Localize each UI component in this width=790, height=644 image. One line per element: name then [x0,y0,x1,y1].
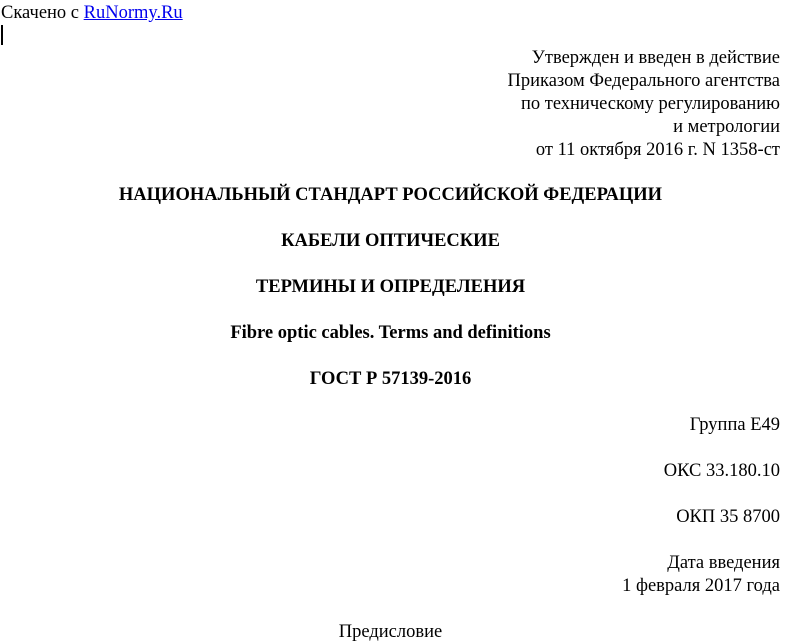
approval-line: от 11 октября 2016 г. N 1358-ст [535,140,780,160]
approval-line: и метрологии [673,117,780,137]
introduction-date: 1 февраля 2017 года [622,576,780,596]
standard-heading: НАЦИОНАЛЬНЫЙ СТАНДАРТ РОССИЙСКОЙ ФЕДЕРАЦИИ [118,185,663,205]
approval-line: Приказом Федерального агентства [507,71,780,91]
okp-code: ОКП 35 8700 [676,507,780,527]
approval-block [508,47,781,162]
standard-title: КАБЕЛИ ОПТИЧЕСКИЕ [281,231,500,251]
source-line [1,2,183,25]
approval-line: по техническому регулированию [520,94,780,114]
standard-subtitle: ТЕРМИНЫ И ОПРЕДЕЛЕНИЯ [255,277,526,297]
standard-english-title: Fibre optic cables. Terms and definitions [230,323,551,343]
runormy-link[interactable]: RuNormy.Ru [83,3,183,23]
source-prefix: Скачено с [1,3,84,23]
preface-heading: Предисловие [338,622,443,642]
oks-code: ОКС 33.180.10 [663,461,780,481]
introduction-label: Дата введения [667,553,780,573]
standard-code: ГОСТ Р 57139-2016 [309,369,472,389]
text-cursor [1,25,3,45]
approval-line: Утвержден и введен в действие [531,48,780,68]
group-code: Группа Е49 [689,415,780,435]
